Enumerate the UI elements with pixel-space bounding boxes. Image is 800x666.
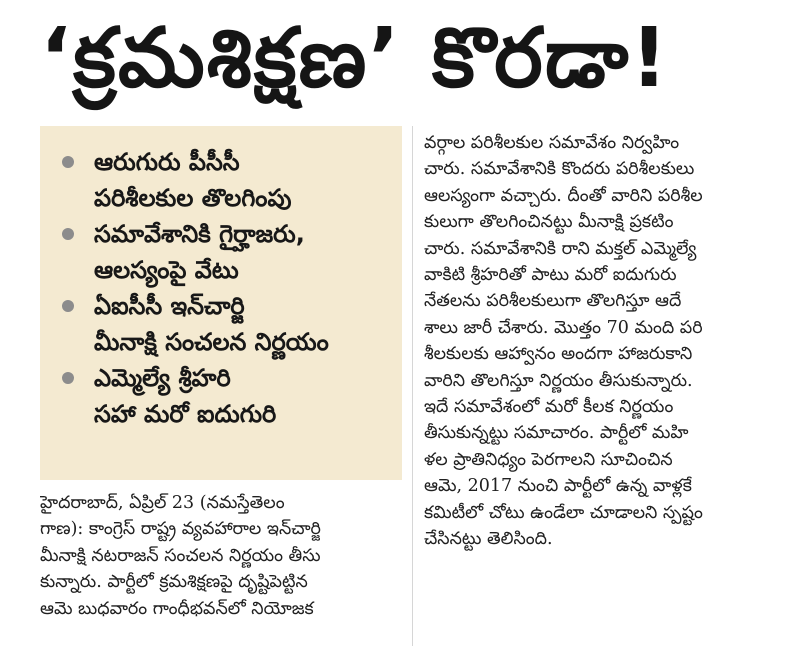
article-line: కున్నారు. పార్టీలో క్రమశిక్షణపై దృష్టిపెట్టిన <box>40 572 308 593</box>
headline: ‘క్రమశిక్షణ’ కొరడా! <box>40 11 670 106</box>
highlights-list <box>40 126 402 432</box>
highlight-line: ఆరుగురు పీసీసీ <box>94 148 240 176</box>
article-line: శాలు జారీ చేశారు. మొత్తం 70 మంది పరి <box>424 317 703 338</box>
article-column-left <box>40 490 404 622</box>
article-line: ఆమె, 2017 నుంచి పార్టీలో ఉన్న వాళ్లకే <box>424 476 692 497</box>
article-line: మీనాక్షి నటరాజన్ సంచలన నిర్ణయం తీసు <box>40 545 321 566</box>
highlight-line: మీనాక్షి సంచలన నిర్ణయం <box>94 328 329 356</box>
bullet-icon <box>62 300 74 312</box>
column-divider <box>412 126 413 646</box>
highlights-box <box>40 126 402 480</box>
article-line: ఆలస్యంగా వచ్చారు. దీంతో వారిని పరిశీల <box>424 185 703 206</box>
article-line: కమిటీలో చోటు ఉండేలా చూడాలని స్పష్టం <box>424 502 703 523</box>
article-line: హైదరాబాద్, ఏప్రిల్ 23 (నమస్తేతెలం <box>40 493 285 513</box>
article-line: చేసినట్టు తెలిసింది. <box>424 529 553 550</box>
article-line: శీలకులకు ఆహ్వానం అందగా హాజరుకాని <box>424 344 693 365</box>
article-line: వర్గాల పరిశీలకుల సమావేశం నిర్వహిం <box>424 133 680 153</box>
highlight-line: సమావేశానికి గైర్హాజరు, <box>94 220 305 248</box>
article-line: చారు. సమావేశానికి రాని మక్తల్ ఎమ్మెల్యే <box>424 238 697 259</box>
article-line: గాణ): కాంగ్రెస్ రాష్ట్ర వ్యవహారాల ఇన్‌చార్జి <box>40 519 321 540</box>
highlight-line: ఏఐసీసీ ఇన్‌చార్జి <box>94 292 245 320</box>
article-line: తీసుకున్నట్టు సమాచారం. పార్టీలో మహి <box>424 423 689 444</box>
bullet-icon <box>62 228 74 240</box>
article-line: నేతలను పరిశీలకులుగా తొలగిస్తూ ఆదే <box>424 291 682 312</box>
bullet-icon <box>62 372 74 384</box>
article-line: ళల ప్రాతినిధ్యం పెరగాలని సూచించిన <box>424 449 673 470</box>
article-line: చారు. సమావేశానికి కొందరు పరిశీలకులు <box>424 159 695 180</box>
highlight-item <box>62 216 394 288</box>
bullet-icon <box>62 156 74 168</box>
highlight-line: సహా మరో ఐదుగురి <box>94 400 277 428</box>
article-line: ఆమె బుధవారం గాంధీభవన్‌లో నియోజక <box>40 598 314 619</box>
highlight-line: ఎమ్మెల్యే శ్రీహరి <box>94 364 231 392</box>
article-column-right <box>424 130 786 553</box>
article-line: ఇదే సమావేశంలో మరో కీలక నిర్ణయం <box>424 397 674 418</box>
highlight-line: ఆలస్యంపై వేటు <box>94 256 239 284</box>
highlight-item <box>62 288 394 360</box>
article-line: వాకిటి శ్రీహరితో పాటు మరో ఐదుగురు <box>424 265 677 286</box>
highlight-item <box>62 360 394 432</box>
article-line: కులుగా తొలగించినట్టు మీనాక్షి ప్రకటిం <box>424 212 674 233</box>
article-line: వారిని తొలగిస్తూ నిర్ణయం తీసుకున్నారు. <box>424 370 693 391</box>
highlight-line: పరిశీలకుల తొలగింపు <box>94 184 292 212</box>
highlight-item <box>62 144 394 216</box>
